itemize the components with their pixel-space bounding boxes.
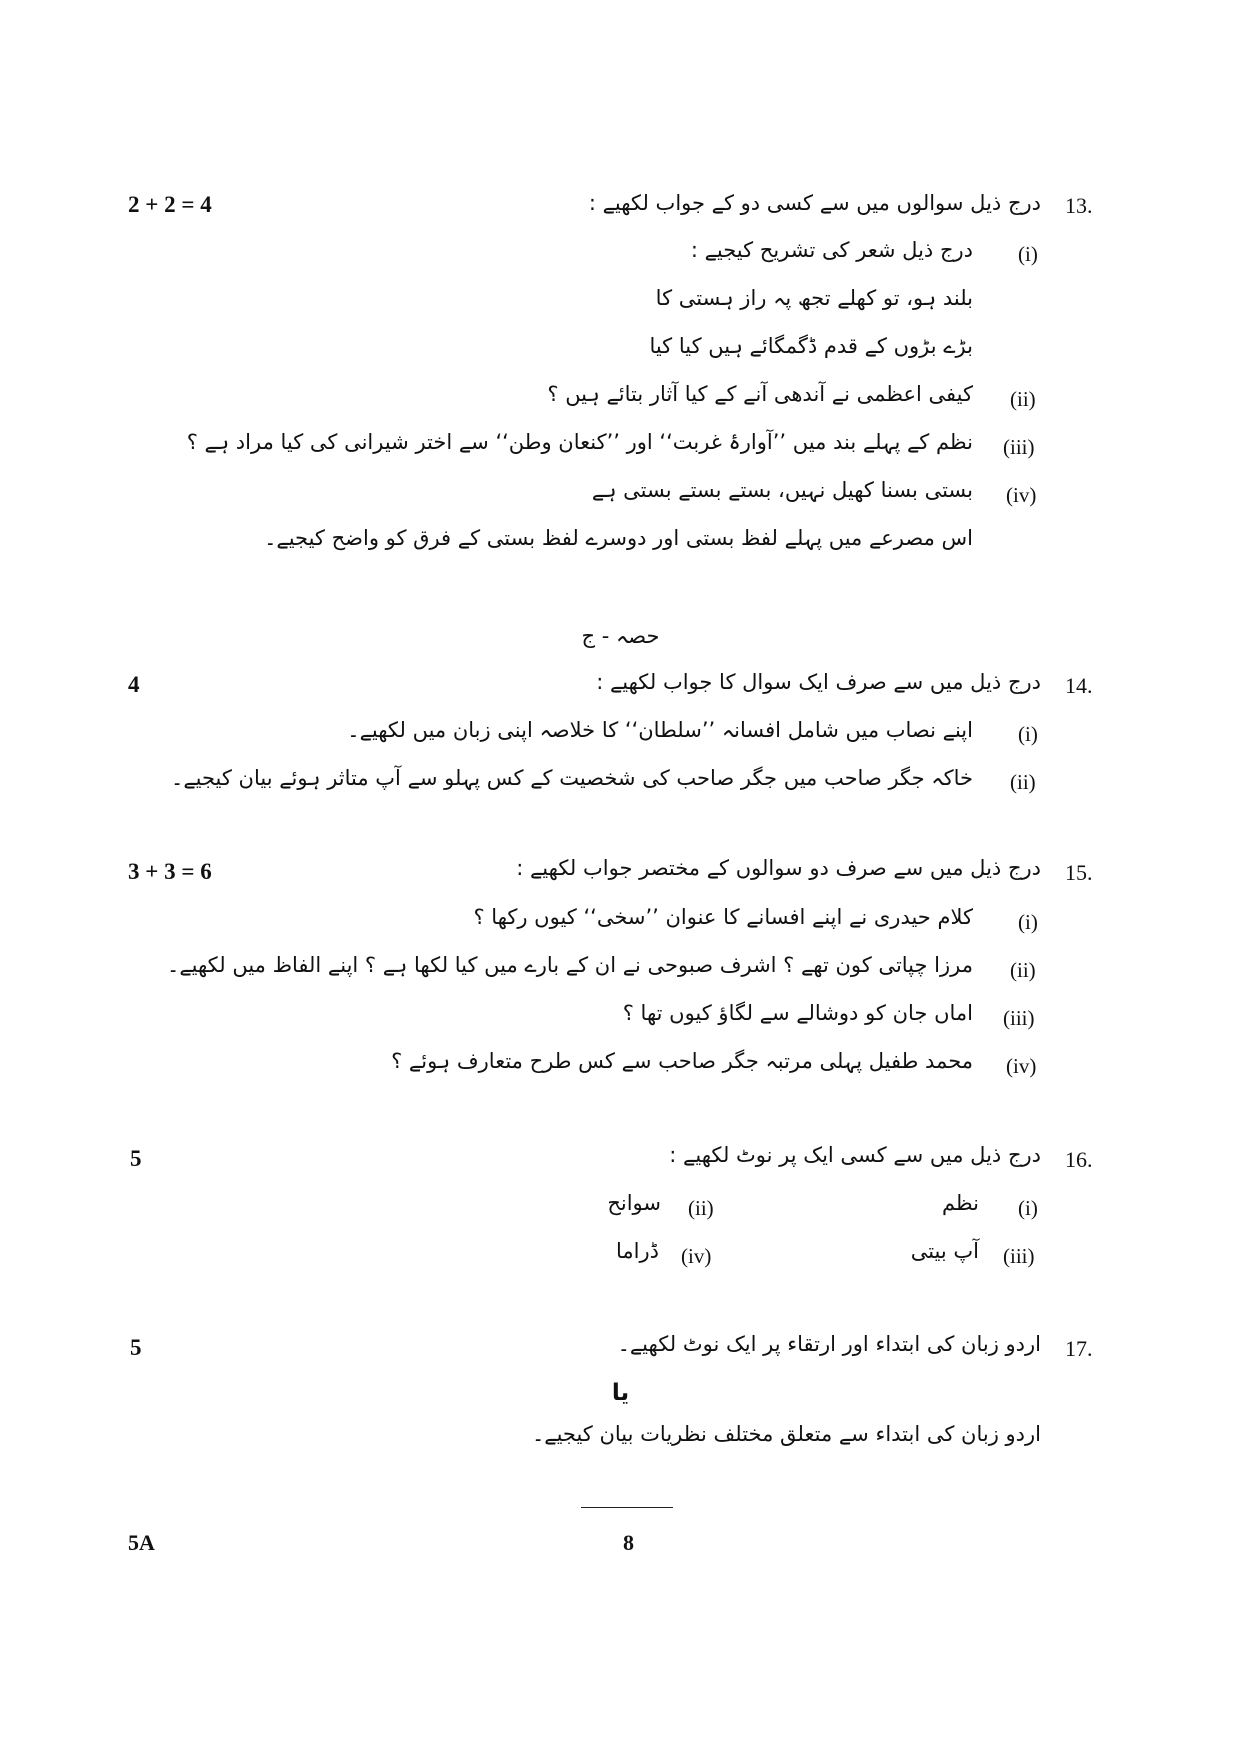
q16-option-label: (iii) [1003, 1244, 1035, 1268]
q13-iv-line-1: بستی بسنا کھیل نہیں، بستے بستے بستی ہے [591, 478, 973, 502]
q16-option-text: نظم [941, 1191, 979, 1215]
q16-marks: 5 [130, 1146, 142, 1171]
q14-ii-label: (ii) [1010, 770, 1036, 794]
q17-marks: 5 [130, 1335, 142, 1360]
q15-number: 15. [1065, 860, 1093, 885]
section-heading: حصہ - ج [581, 624, 660, 648]
q13-instruction: درج ذیل سوالوں میں سے کسی دو کے جواب لکھیے : [588, 191, 1041, 215]
q13-number: 13. [1065, 193, 1093, 218]
q16-option-label: (i) [1018, 1196, 1038, 1220]
q16-option-label: (ii) [688, 1196, 714, 1220]
q14-ii-text: خاکہ جگر صاحب میں جگر صاحب کی شخصیت کے کس پہلو سے آپ متاثر ہوئے بیان کیجیے۔ [171, 766, 973, 790]
q13-marks: 2 + 2 = 4 [128, 192, 212, 217]
q15-ii-text: مرزا چپاتی کون تھے ؟ اشرف صبوحی نے ان کے بارے میں کیا لکھا ہے ؟ اپنے الفاظ میں لکھیے۔ [167, 953, 973, 977]
q13-iv-label: (iv) [1006, 483, 1037, 507]
q15-iv-label: (iv) [1006, 1054, 1037, 1078]
q17-text: اردو زبان کی ابتداء اور ارتقاء پر ایک نوٹ لکھیے۔ [617, 1332, 1041, 1356]
q13-iii-label: (iii) [1003, 435, 1035, 459]
q16-option-text: سوانح [607, 1191, 661, 1215]
q14-instruction: درج ذیل میں سے صرف ایک سوال کا جواب لکھیے : [596, 670, 1041, 694]
q16-option-label: (iv) [681, 1244, 712, 1268]
q15-i-label: (i) [1018, 910, 1038, 934]
q13-ii-text: کیفی اعظمی نے آندھی آنے کے کیا آثار بتائے ہیں ؟ [547, 382, 973, 406]
q15-iv-text: محمد طفیل پہلی مرتبہ جگر صاحب سے کس طرح متعارف ہوئے ؟ [391, 1049, 973, 1073]
q17-number: 17. [1065, 1336, 1093, 1361]
q16-number: 16. [1065, 1147, 1093, 1172]
q13-verse-line-1: بلند ہو، تو کھلے تجھ پہ راز ہستی کا [655, 286, 973, 310]
q17-alt-text: اردو زبان کی ابتداء سے متعلق مختلف نظریات بیان کیجیے۔ [531, 1422, 1041, 1446]
q16-option-text: ڈراما [616, 1239, 659, 1263]
q15-i-text: کلام حیدری نے اپنے افسانے کا عنوان ’’سخی‘‘ کیوں رکھا ؟ [473, 905, 973, 929]
q14-number: 14. [1065, 673, 1093, 698]
q15-marks: 3 + 3 = 6 [128, 859, 212, 884]
q14-marks: 4 [128, 672, 140, 697]
q16-option-text: آپ بیتی [910, 1239, 979, 1263]
page-number: 8 [623, 1530, 634, 1555]
q13-iv-line-2: اس مصرعے میں پہلے لفظ بستی اور دوسرے لفظ بستی کے فرق کو واضح کیجیے۔ [264, 526, 973, 550]
q13-ii-label: (ii) [1010, 387, 1036, 411]
end-divider [581, 1507, 673, 1508]
paper-code: 5A [128, 1530, 155, 1555]
q13-iii-text: نظم کے پہلے بند میں ’’آوارۂ غربت‘‘ اور ’’کنعان وطن‘‘ سے اختر شیرانی کی کیا مراد ہے ؟ [186, 430, 973, 454]
q15-iii-text: اماں جان کو دوشالے سے لگاؤ کیوں تھا ؟ [622, 1001, 973, 1025]
q13-i-label: (i) [1018, 242, 1038, 266]
q14-i-text: اپنے نصاب میں شامل افسانہ ’’سلطان‘‘ کا خلاصہ اپنی زبان میں لکھیے۔ [347, 718, 973, 742]
q16-instruction: درج ذیل میں سے کسی ایک پر نوٹ لکھیے : [669, 1143, 1041, 1167]
q14-i-label: (i) [1018, 722, 1038, 746]
q15-ii-label: (ii) [1010, 958, 1036, 982]
q13-verse-line-2: بڑے بڑوں کے قدم ڈگمگائے ہیں کیا کیا [649, 334, 973, 358]
q13-i-text: درج ذیل شعر کی تشریح کیجیے : [690, 238, 973, 262]
q15-iii-label: (iii) [1003, 1006, 1035, 1030]
q15-instruction: درج ذیل میں سے صرف دو سوالوں کے مختصر جواب لکھیے : [516, 856, 1041, 880]
q17-or: یا [611, 1380, 630, 1406]
